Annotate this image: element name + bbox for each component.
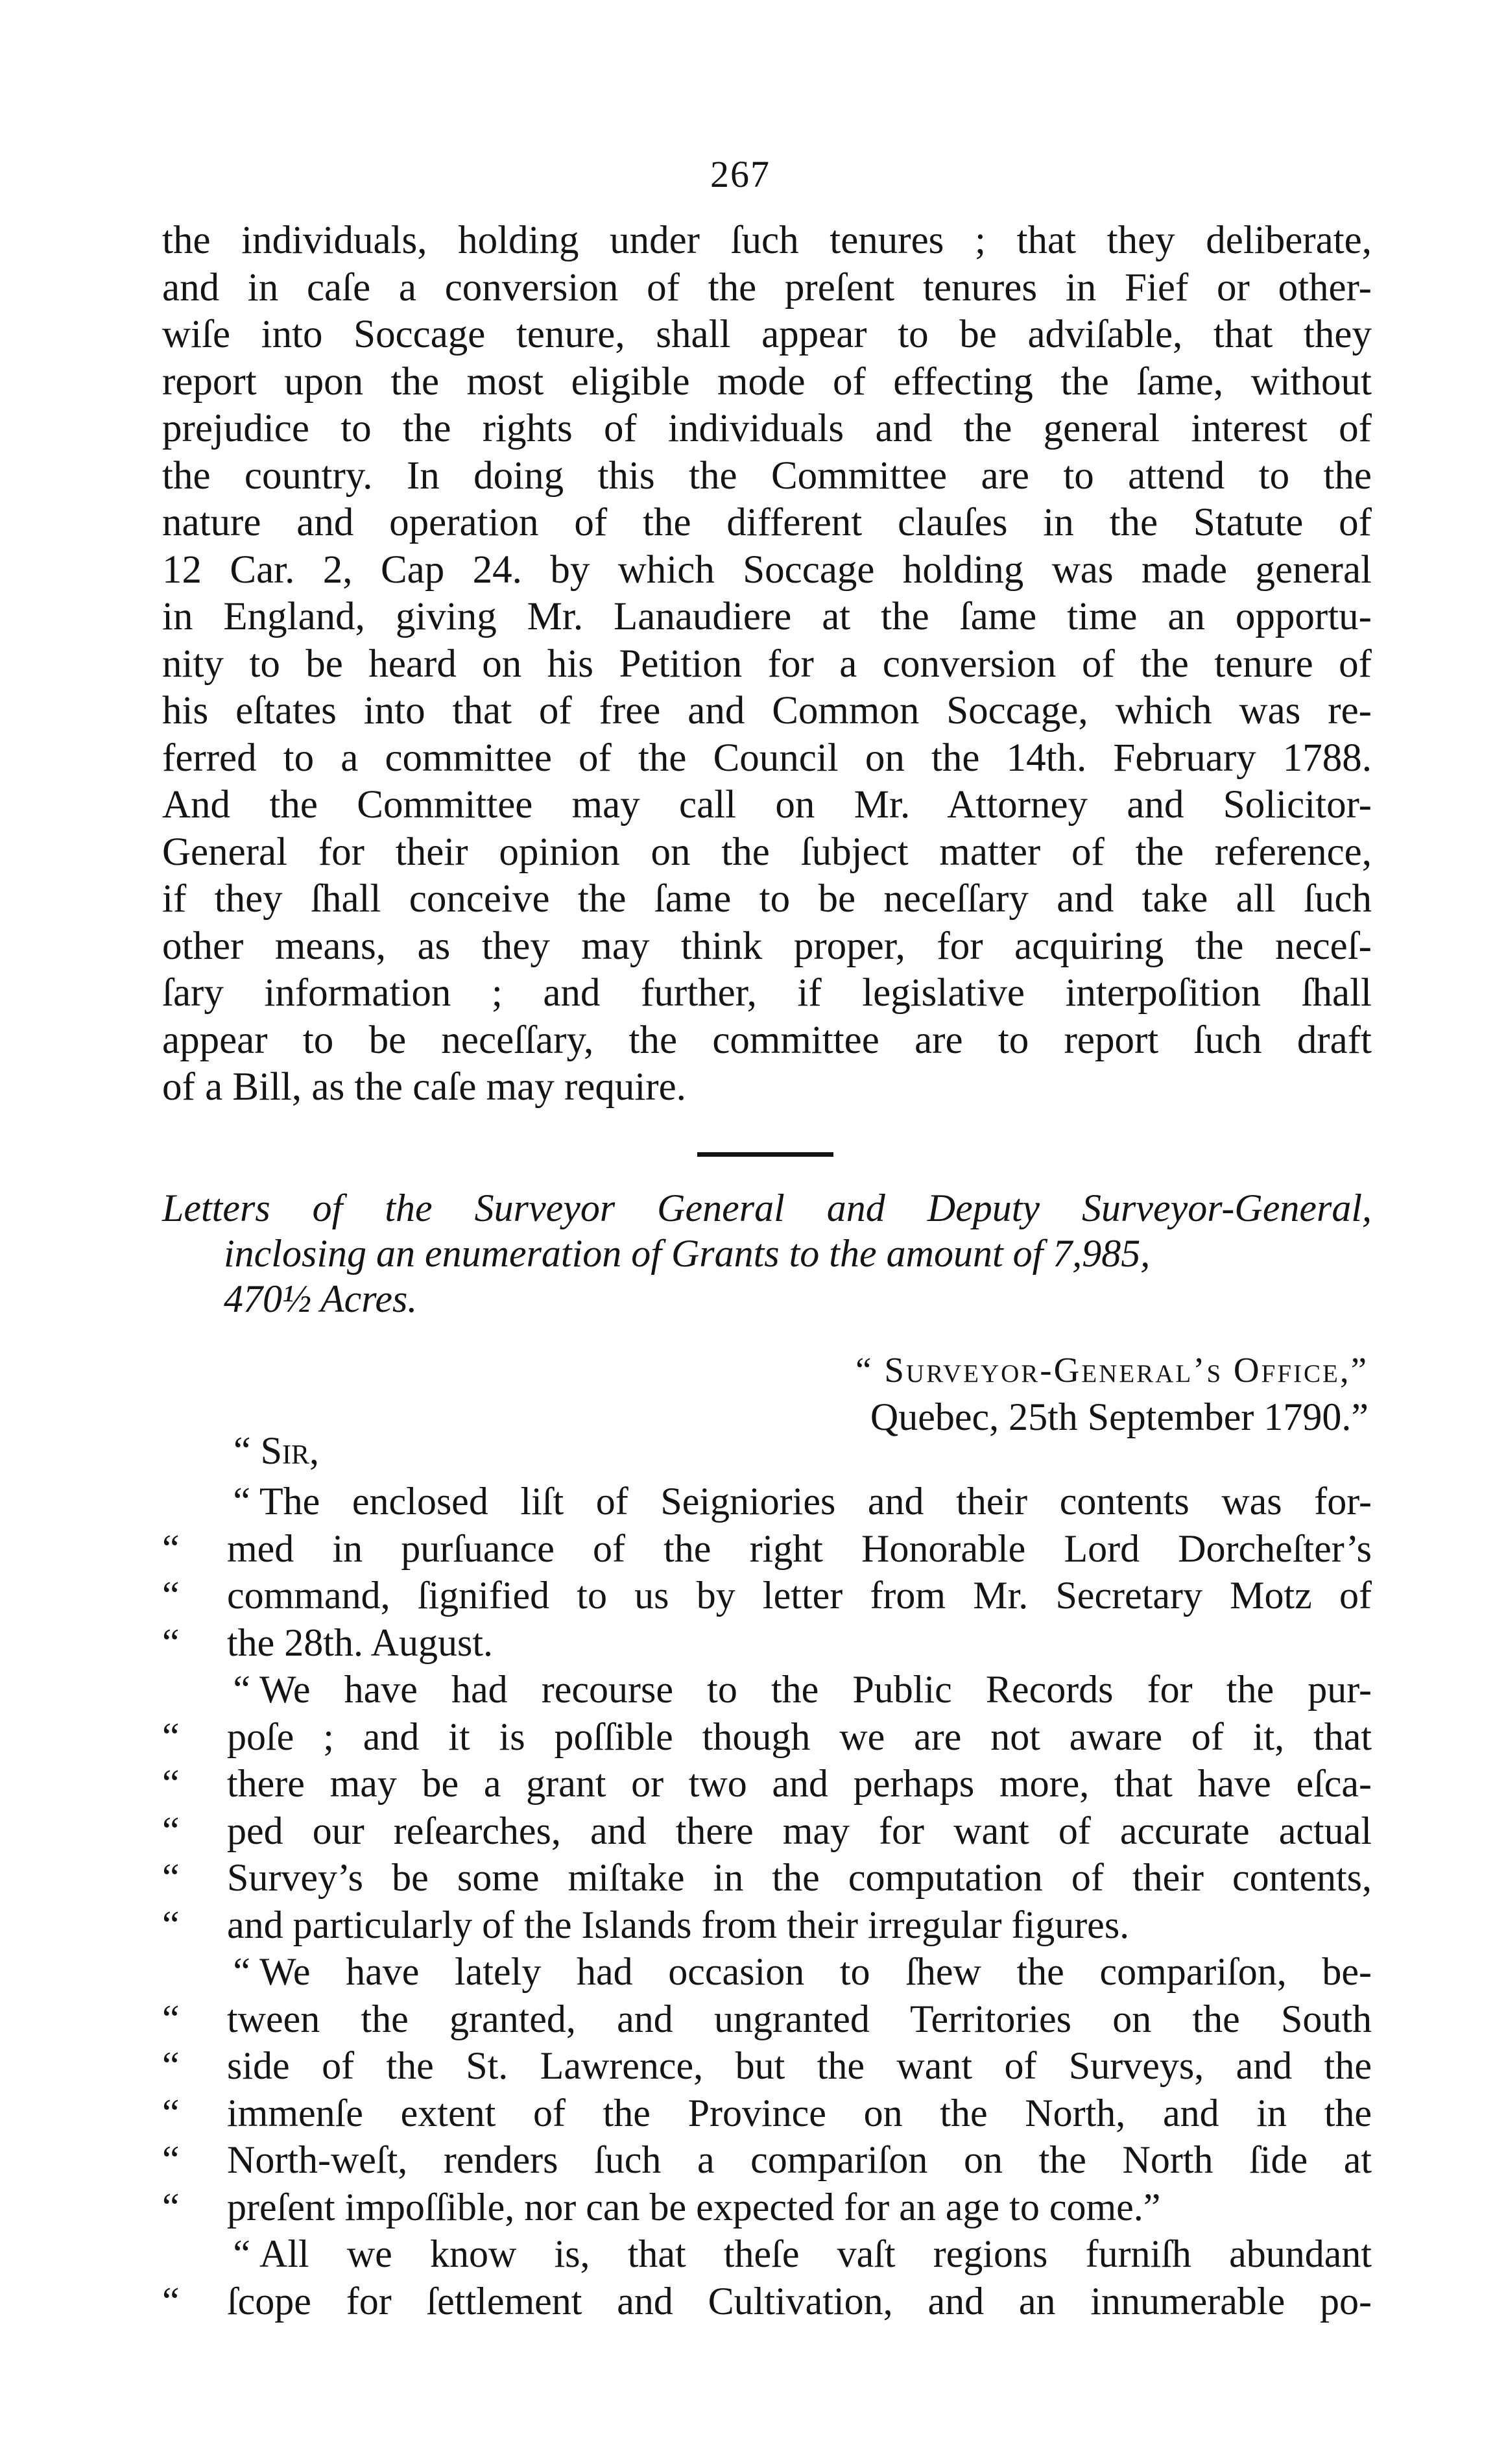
letter-office: “ Surveyor-General’s Office,”	[855, 1350, 1369, 1390]
letter-line-text: ped our reſearches, and there may for want of accurate actual	[227, 1809, 1372, 1852]
text-line: other means, as they may think proper, for acquiring the neceſ-	[162, 924, 1372, 968]
letter-line-text: All we know is, that theſe vaſt regions furniſh abundant	[259, 2232, 1372, 2275]
letter-line	[162, 2136, 1372, 2184]
letter-line-text: The enclosed liſt of Seigniories and their contents was for-	[259, 1480, 1372, 1523]
text-line: nity to be heard on his Petition for a conversion of the tenure of	[162, 642, 1372, 686]
text-line: nature and operation of the different clauſes in the Statute of	[162, 501, 1372, 544]
letter-date: Quebec, 25th September 1790.”	[870, 1395, 1369, 1438]
letter-line	[162, 1902, 1372, 1949]
quote-mark: “	[162, 1715, 180, 1758]
letter-line-text: ſcope for ſettlement and Cultivation, and an innumerable po-	[227, 2279, 1372, 2323]
letter-line-text: med in purſuance of the right Honorable Lord Dorcheſter’s	[227, 1527, 1372, 1570]
quote-mark: “	[233, 1480, 250, 1523]
quote-mark: “	[162, 1809, 180, 1852]
text-line: General for their opinion on the ſubject matter of the reference,	[162, 830, 1372, 874]
salutation-row	[162, 1427, 1372, 1478]
letter-line-text: North-weſt, renders ſuch a compariſon on the North ſide at	[227, 2138, 1372, 2181]
letter-line	[162, 1996, 1372, 2043]
page-number: 267	[710, 153, 771, 195]
text-line: and in caſe a conversion of the preſent tenures in Fief or other-	[162, 265, 1372, 309]
heading-line: inclosing an enumeration of Grants to the amount of 7,985,	[224, 1232, 1151, 1275]
text-line: in England, giving Mr. Lanaudiere at the ſame time an opportu-	[162, 595, 1372, 638]
quote-mark: “	[162, 1621, 180, 1664]
quote-mark: “	[233, 2232, 250, 2275]
letter-line	[162, 2184, 1372, 2231]
text-line: And the Committee may call on Mr. Attorney and Solicitor-	[162, 783, 1372, 827]
text-line: if they ſhall conceive the ſame to be neceſſary and take all ſuch	[162, 877, 1372, 921]
letter-line-text: We have had recourse to the Public Records for the pur-	[259, 1668, 1372, 1711]
letter-line-text: and particularly of the Islands from their irregular figures.	[227, 1903, 1130, 1946]
letter-line	[162, 2090, 1372, 2137]
text-line: report upon the most eligible mode of effecting the ſame, without	[162, 359, 1372, 404]
letter-line	[162, 1807, 1372, 1855]
letter-line	[162, 1619, 1372, 1667]
letter-line	[162, 2042, 1372, 2090]
letter-line	[162, 1666, 1372, 1713]
letter-line	[162, 2230, 1372, 2278]
letter-line-text: there may be a grant or two and perhaps more, that have eſca-	[227, 1762, 1372, 1805]
letter-line-text: preſent impoſſible, nor can be expected for an age to come.”	[227, 2185, 1161, 2228]
resolution-text	[162, 217, 1372, 1111]
quote-mark: “	[233, 1668, 250, 1711]
letter-line-text: command, ſignified to us by letter from Mr. Secretary Motz of	[227, 1574, 1372, 1617]
letter-line-text: side of the St. Lawrence, but the want of Surveys, and the	[227, 2044, 1372, 2087]
text-line: 12 Car. 2, Cap 24. by which Soccage holding was made general	[162, 548, 1372, 592]
letter-line-text: immenſe extent of the Province on the North, and in the	[227, 2091, 1372, 2134]
quote-mark: “	[162, 2091, 180, 2134]
letter-line-text: poſe ; and it is poſſible though we are not aware of it, that	[227, 1715, 1372, 1758]
letter-line-text: tween the granted, and ungranted Territories on the South	[227, 1997, 1372, 2040]
letter-salutation: “ Sir,	[233, 1429, 319, 1472]
heading-line: 470½ Acres.	[224, 1277, 418, 1320]
letter-line	[162, 1760, 1372, 1807]
letter-line	[162, 2278, 1372, 2325]
text-line: prejudice to the rights of individuals and the general interest of	[162, 407, 1372, 450]
section-divider	[697, 1152, 833, 1157]
letter-line	[162, 1854, 1372, 1902]
quote-mark: “	[162, 2138, 180, 2181]
letter-line	[162, 1948, 1372, 1996]
text-line: his eſtates into that of free and Common Soccage, which was re-	[162, 689, 1372, 732]
quote-mark: “	[162, 2279, 180, 2323]
text-line: wiſe into Soccage tenure, shall appear to be adviſable, that they	[162, 313, 1372, 356]
quote-mark: “	[162, 2044, 180, 2087]
quote-mark: “	[162, 1997, 180, 2040]
letter-line	[162, 1525, 1372, 1573]
text-line: ſary information ; and further, if legislative interpoſition ſhall	[162, 971, 1372, 1015]
letter-line	[162, 1478, 1372, 1525]
quote-mark: “	[162, 1762, 180, 1805]
text-line: of a Bill, as the caſe may require.	[162, 1065, 686, 1109]
quote-mark: “	[233, 1950, 250, 1993]
letter-body	[162, 1427, 1372, 2325]
heading-line: Letters of the Surveyor General and Deputy Surveyor-General,	[162, 1187, 1372, 1229]
letter-line	[162, 1713, 1372, 1761]
quote-mark: “	[162, 1856, 180, 1899]
text-line: ferred to a committee of the Council on the 14th. February 1788.	[162, 736, 1372, 780]
letter-line-text: the 28th. August.	[227, 1621, 494, 1664]
quote-mark: “	[162, 2185, 180, 2228]
quote-mark: “	[162, 1527, 180, 1570]
section-heading	[162, 1185, 1372, 1322]
text-line: the country. In doing this the Committee are to attend to the	[162, 453, 1372, 498]
text-line: the individuals, holding under ſuch tenures ; that they deliberate,	[162, 219, 1372, 262]
letter-line-text: Survey’s be some miſtake in the computation of their contents,	[227, 1856, 1372, 1899]
letter-line-text: We have lately had occasion to ſhew the compariſon, be-	[259, 1950, 1372, 1993]
quote-mark: “	[162, 1574, 180, 1617]
quote-mark: “	[162, 1903, 180, 1946]
letter-line	[162, 1572, 1372, 1619]
text-line: appear to be neceſſary, the committee are to report ſuch draft	[162, 1018, 1372, 1062]
